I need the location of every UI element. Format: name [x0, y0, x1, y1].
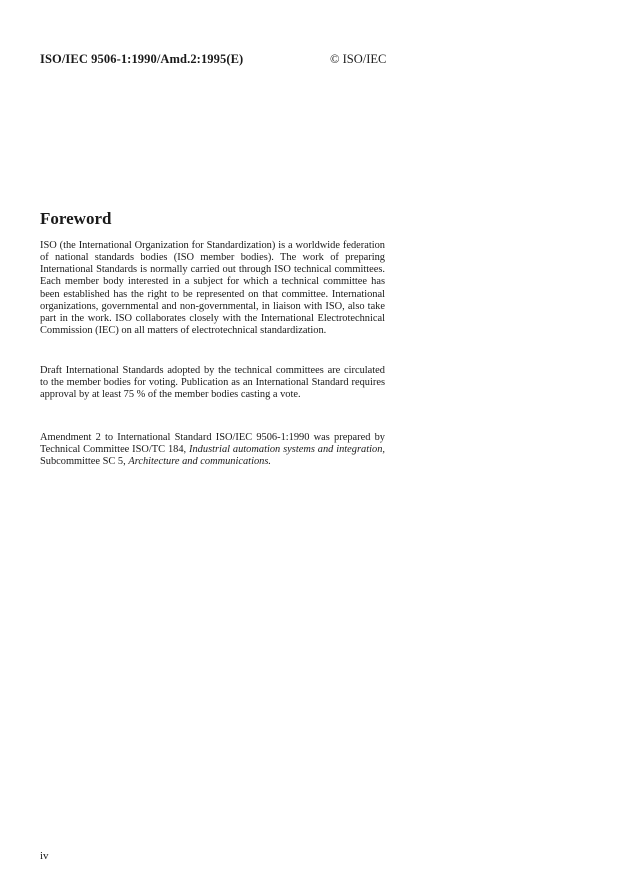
subcommittee-text: Subcommittee SC 5, — [40, 456, 126, 468]
committee-name: Industrial automation systems and integration, — [189, 444, 385, 456]
document-identifier: ISO/IEC 9506-1:1990/Amd.2:1995(E) — [40, 52, 244, 66]
foreword-heading: Foreword — [40, 209, 112, 228]
subcommittee-name: Architecture and communications. — [128, 456, 271, 468]
foreword-paragraph-2: Draft International Standards adopted by the technical committees are circulated to the member bodies for voting. Publication as an International Standard requires approval by at least 75 % of the member bodies casting a vote. — [40, 365, 385, 401]
foreword-paragraph-3 — [40, 432, 385, 468]
foreword-paragraph-1: ISO (the International Organization for Standardization) is a worldwide federation of national standards bodies (ISO member bodies). The work of preparing International Standards is normally carried out through ISO technical committees. Each member body interested in a subject for which a technical committee has been established has the right to be represented on that committee. International organizations, governmental and non-governmental, in liaison with ISO, also take part in the work. ISO collaborates closely with the International Electrotechnical Commission (IEC) on all matters of electrotechnical standardization. — [40, 240, 385, 337]
page-number: iv — [40, 850, 49, 862]
amendment-text: Amendment 2 to International Standard ISO/IEC 9506-1:1990 was prepared by Technical Committee ISO/TC 184, — [40, 432, 385, 456]
copyright-notice: © ISO/IEC — [330, 52, 387, 66]
